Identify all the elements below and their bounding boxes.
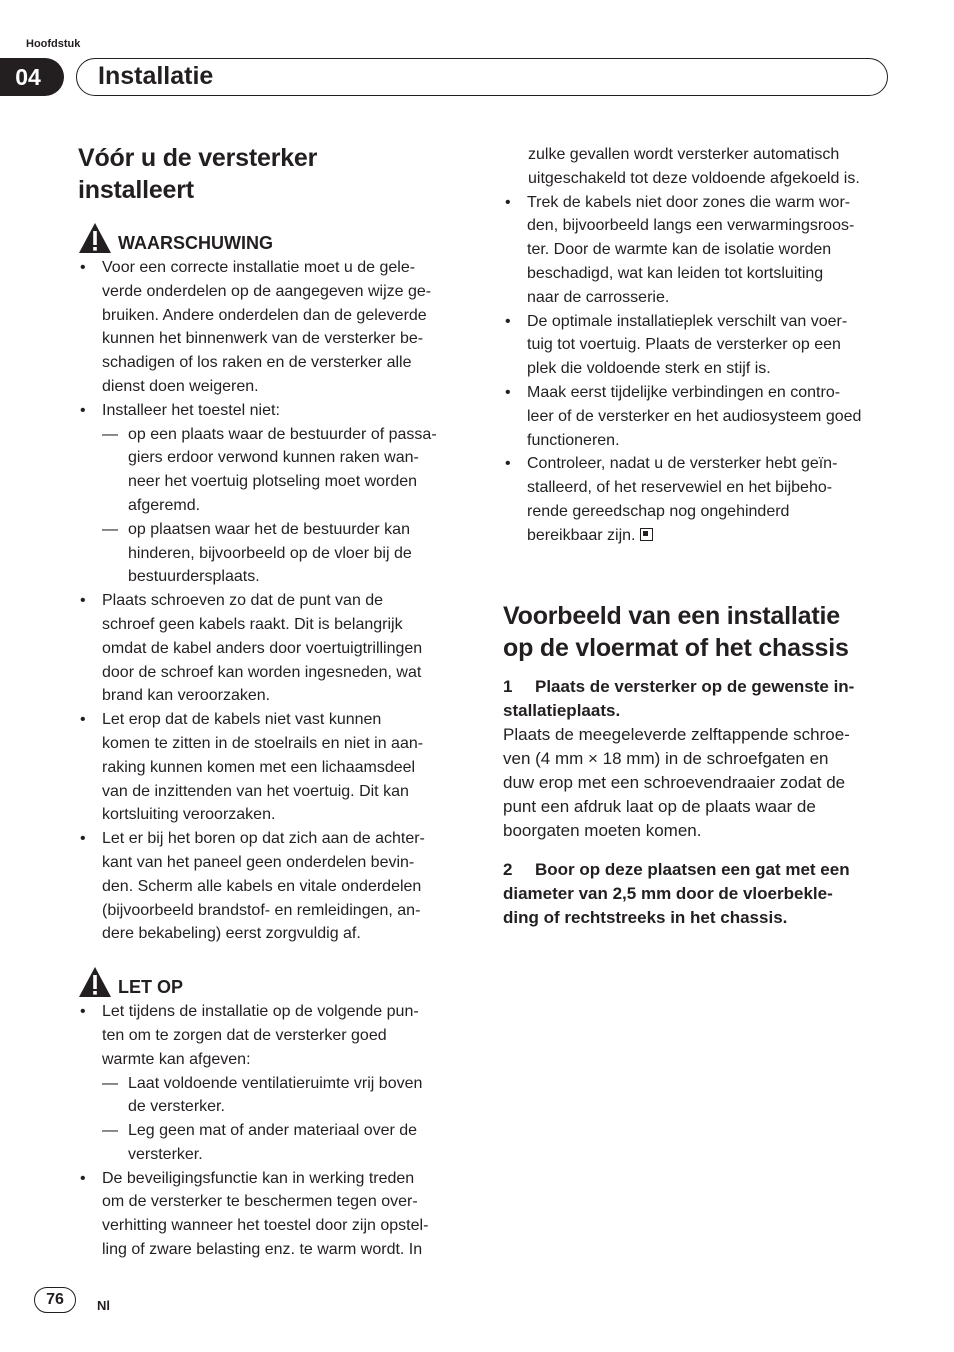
language-code: Nl <box>97 1298 110 1313</box>
caution-title: LET OP <box>118 977 184 998</box>
step-heading <box>503 675 895 723</box>
list-item-text: Controleer, nadat u de versterker hebt geïn- stalleerd, of het reservewiel en het bijbeho- rende gereedschap nog ongehinderd bereikbaar zijn. <box>527 455 838 544</box>
right-column <box>503 143 895 930</box>
sub-list-item-text: Laat voldoende ventilatieruimte vrij boven de versterker. <box>128 1074 423 1116</box>
list-item-text: Maak eerst tijdelijke verbindingen en contro- leer of de versterker en het audiosysteem goed functioneren. <box>527 383 862 449</box>
warning-list <box>78 256 468 946</box>
list-item-text: Let tijdens de installatie op de volgende pun- ten om te zorgen dat de versterker goed warmte kan afgeven: <box>102 1003 419 1068</box>
sub-list <box>102 1072 468 1167</box>
list-item-text: Plaats schroeven zo dat de punt van de schroef geen kabels raakt. Dit is belangrijk omdat de kabel anders door voertuigtrillingen door de schroef kan worden ingesneden, wat brand kan veroorzaken. <box>102 592 423 705</box>
step-2 <box>503 858 895 930</box>
chapter-title: Installatie <box>98 62 214 90</box>
step-heading-rest: diameter van 2,5 mm door de vloerbekle- ding of rechtstreeks in het chassis. <box>503 883 833 927</box>
section-title-line2: installeert <box>78 176 194 204</box>
chapter-label: Hoofdstuk <box>26 38 81 50</box>
list-item <box>78 1000 468 1167</box>
sub-list-item <box>102 1072 468 1120</box>
sub-list-item <box>102 1119 468 1167</box>
dash-glyph: — <box>102 425 118 443</box>
sub-list-item <box>102 423 468 518</box>
bullet-glyph: • <box>80 401 86 419</box>
bullet-glyph: • <box>505 455 511 473</box>
page-number: 76 <box>34 1287 76 1313</box>
step-number: 2 <box>503 859 513 879</box>
list-item <box>503 310 895 381</box>
list-item <box>503 191 895 310</box>
bullet-glyph: • <box>80 1169 86 1187</box>
caution-heading <box>78 966 468 998</box>
bullet-glyph: • <box>505 383 511 401</box>
step-heading-line1: Plaats de versterker op de gewenste in- <box>535 676 855 696</box>
step-body: Plaats de meegeleverde zelftappende schroe- ven (4 mm × 18 mm) in de schroefgaten en duw erop met een schroevendraaier zodat de punt een afdruk laat op de plaats waar de boorgaten moeten komen. <box>503 724 850 840</box>
bullet-glyph: • <box>505 312 511 330</box>
bullet-glyph: • <box>80 592 86 610</box>
sub-list-item-text: op plaatsen waar het de bestuurder kan hinderen, bijvoorbeeld op de vloer bij de bestuurdersplaats. <box>128 520 412 586</box>
end-of-section-icon <box>640 528 653 541</box>
warning-triangle-icon <box>78 966 112 998</box>
chapter-number-badge: 04 <box>0 58 64 96</box>
caution-list <box>78 1000 468 1262</box>
section-title <box>78 142 468 206</box>
list-item <box>78 827 468 946</box>
sub-list-item-text: op een plaats waar de bestuurder of passa- giers erdoor verwond kunnen raken wan- neer het voertuig plotseling moet worden afgeremd. <box>128 425 437 514</box>
left-column <box>78 142 468 1262</box>
continued-text: zulke gevallen wordt versterker automatisch uitgeschakeld tot deze voldoende afgekoeld is. <box>528 146 860 187</box>
section2-title-line2: op de vloermat of het chassis <box>503 633 849 662</box>
dash-glyph: — <box>102 1122 118 1140</box>
dash-glyph: — <box>102 1074 118 1092</box>
step-number: 1 <box>503 676 513 696</box>
sub-list-item-text: Leg geen mat of ander materiaal over de versterker. <box>128 1122 418 1163</box>
step-heading <box>503 858 895 930</box>
list-item <box>78 589 468 708</box>
list-item <box>503 381 895 452</box>
section2-title <box>503 600 895 664</box>
step-heading-line1: Boor op deze plaatsen een gat met een <box>535 859 850 879</box>
list-item <box>503 452 895 547</box>
list-item-text: De beveiligingsfunctie kan in werking treden om de versterker te beschermen tegen over- verhitting wanneer het toestel door zijn opstel- ling of zware belasting enz. te warm wordt. In <box>102 1169 429 1259</box>
sub-list-item <box>102 518 468 589</box>
list-item <box>78 256 468 399</box>
list-item <box>78 708 468 827</box>
bullet-glyph: • <box>80 259 86 276</box>
list-item-text: Voor een correcte installatie moet u de gele- verde onderdelen op de aangegeven wijze ge- bruiken. Andere onderdelen dan de geleverde kunnen het binnenwerk van de versterker be- schadigen of los raken en de versterker alle dienst doen weigeren. <box>102 259 432 395</box>
step-heading-rest: stallatieplaats. <box>503 700 621 720</box>
bullet-glyph: • <box>80 830 86 848</box>
right-bullet-list <box>503 191 895 548</box>
bullet-glyph: • <box>80 711 86 729</box>
list-item-text: De optimale installatieplek verschilt van voer- tuig tot voertuig. Plaats de versterker op een plek die voldoende sterk en stijf is. <box>527 312 848 378</box>
list-item-text: Let erop dat de kabels niet vast kunnen komen te zitten in de stoelrails en niet in aan- raking kunnen komen met een lichaamsdeel van de inzittenden van het voertuig. Dit kan kortsluiting veroorzaken. <box>102 711 424 824</box>
warning-triangle-icon <box>78 222 112 254</box>
section2-title-line1: Voorbeeld van een installatie <box>503 601 840 630</box>
bullet-glyph: • <box>505 193 511 211</box>
warning-title: WAARSCHUWING <box>118 233 273 253</box>
list-item-text: Trek de kabels niet door zones die warm wor- den, bijvoorbeeld langs een verwarmingsroos- ter. Door de warmte kan de isolatie worden beschadigd, wat kan leiden tot kortsluiting naar de carrosserie. <box>527 193 855 306</box>
bullet-glyph: • <box>80 1003 86 1021</box>
section-title-line1: Vóór u de versterker <box>78 144 318 172</box>
list-item-text: Installeer het toestel niet: <box>102 401 280 419</box>
step-1 <box>503 675 895 843</box>
list-item-text: Let er bij het boren op dat zich aan de achter- kant van het paneel geen onderdelen bevin- den. Scherm alle kabels en vitale onderdelen (bijvoorbeeld brandstof- en remleidingen, an- dere bekabeling) eerst zorgvuldig af. <box>102 830 425 943</box>
list-item <box>78 1167 468 1262</box>
dash-glyph: — <box>102 520 118 538</box>
sub-list <box>102 423 468 590</box>
list-item <box>78 399 468 589</box>
warning-heading <box>78 222 468 254</box>
